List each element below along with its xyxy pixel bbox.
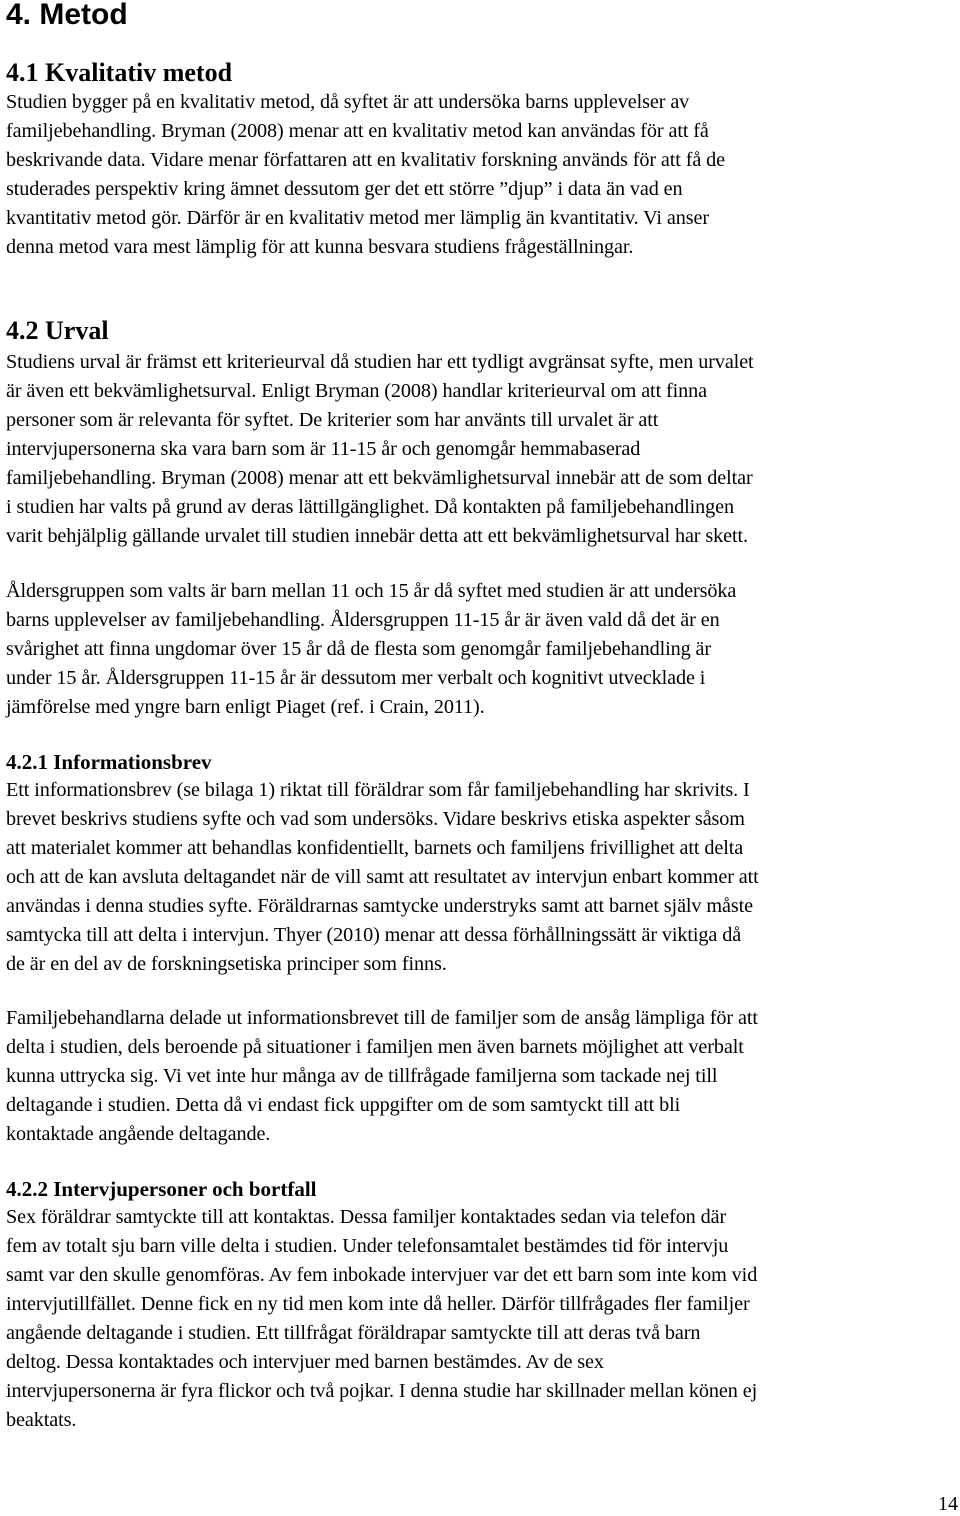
paragraph-kvalitativ-metod: Studien bygger på en kvalitativ metod, då syftet är att undersöka barns upplevelser av familjebehandling. Bryman (2008) menar att en kvalitativ metod kan användas för att få beskrivande data. Vidare menar författaren att en kvalitativ forskning används för att få de studerades perspektiv kring ämnet dessutom ger det ett större ”djup” i data än vad en kvantitativ metod gör. Därför är en kvalitativ metod mer lämplig än kvantitativ. Vi anser denna metod vara mest lämplig för att kunna besvara studiens frågeställningar. (6, 91, 726, 258)
chapter-title: 4. Metod (6, 0, 128, 31)
paragraph-informationsbrev-2: Familjebehandlarna delade ut informationsbrevet till de familjer som de ansåg lämpliga för att delta i studien, dels beroende på situationer i familjen men även barnets möjlighet att verbalt kunna uttrycka sig. Vi vet inte hur många av de tillfrågade familjerna som tackade nej till deltagande i studien. Detta då vi endast fick uppgifter om de som samtyckt till att bli kontaktade angående deltagande. (6, 1007, 758, 1145)
page-number: 14 (938, 1493, 958, 1515)
paragraph-intervjupersoner: Sex föräldrar samtyckte till att kontaktas. Dessa familjer kontaktades sedan via telefon där fem av totalt sju barn ville delta i studien. Under telefonsamtalet bestämdes tid för intervju samt var den skulle genomföras. Av fem inbokade intervjuer var det ett barn som inte kom vid intervjutillfället. Denne fick en ny tid men kom inte då heller. Därför tillfrågades fler familjer angående deltagande i studien. Ett tillfrågat föräldrapar samtyckte till att deras två barn deltog. Dessa kontaktades och intervjuer med barnen bestämdes. Av de sex intervjupersonerna är fyra flickor och två pojkar. I denna studie har skillnader mellan könen ej beaktats. (6, 1206, 758, 1431)
paragraph-urval-2: Åldersgruppen som valts är barn mellan 11 och 15 år då syftet med studien är att undersöka barns upplevelser av familjebehandling. Åldersgruppen 11-15 år är även vald då det är en svårighet att finna ungdomar över 15 år då de flesta som genomgår familjebehandling är under 15 år. Åldersgruppen 11-15 år är dessutom mer verbalt och kognitivt utvecklade i jämförelse med yngre barn enligt Piaget (ref. i Crain, 2011). (6, 580, 737, 718)
paragraph-urval-1: Studiens urval är främst ett kriterieurval då studien har ett tydligt avgränsat syfte, men urvalet är även ett bekvämlighetsurval. Enligt Bryman (2008) handlar kriterieurval om att finna personer som är relevanta för syftet. De kriterier som har använts till urvalet är att intervjupersonerna ska vara barn som är 11-15 år och genomgår hemmabaserad familjebehandling. Bryman (2008) menar att ett bekvämlighetsurval innebär att de som deltar i studien har valts på grund av deras lättillgänglighet. Då kontakten på familjebehandlingen varit behjälplig gällande urvalet till studien innebär detta att ett bekvämlighetsurval har skett. (6, 351, 754, 547)
document-page (6, 0, 960, 1435)
section-title-kvalitativ-metod: 4.1 Kvalitativ metod (6, 58, 233, 87)
subsection-title-informationsbrev: 4.2.1 Informationsbrev (6, 750, 212, 774)
paragraph-informationsbrev-1: Ett informationsbrev (se bilaga 1) riktat till föräldrar som får familjebehandling har skrivits. I brevet beskrivs studiens syfte och vad som undersöks. Vidare beskrivs etiska aspekter såsom att materialet kommer att behandlas konfidentiellt, barnets och familjens frivillighet att delta och att de kan avsluta deltagandet när de vill samt att resultatet av intervjun enbart kommer att användas i denna studies syfte. Föräldrarnas samtycke understryks samt att barnet själv måste samtycka till att delta i intervjun. Thyer (2010) menar att dessa förhållningssätt är viktiga då de är en del av de forskningsetiska principer som finns. (6, 779, 759, 975)
subsection-title-intervjupersoner: 4.2.2 Intervjupersoner och bortfall (6, 1177, 317, 1201)
section-title-urval: 4.2 Urval (6, 316, 109, 345)
